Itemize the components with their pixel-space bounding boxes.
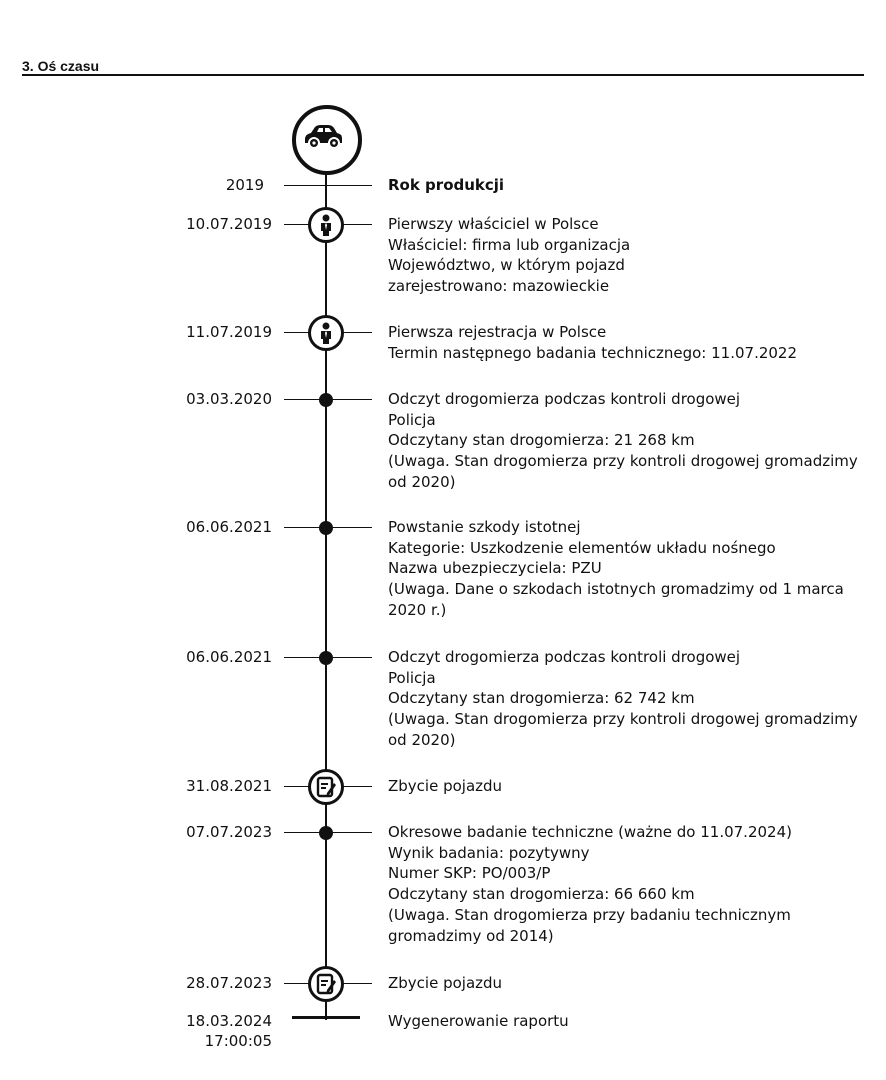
- entry-description: [388, 973, 502, 994]
- entry-description: [388, 214, 630, 297]
- entry-description: [388, 822, 792, 946]
- entry-description: [388, 1011, 569, 1032]
- entry-line: 2020 r.): [388, 600, 447, 619]
- entry-line: Policja: [388, 668, 436, 687]
- entry-line: Województwo, w którym pojazd: [388, 256, 625, 275]
- person-icon: [308, 315, 344, 351]
- entry-date: 06.06.2021: [186, 648, 272, 666]
- entry-date: 31.08.2021: [186, 777, 272, 795]
- document-edit-icon: [308, 966, 344, 1002]
- timeline-dot: [319, 393, 333, 407]
- entry-time: 17:00:05: [204, 1032, 272, 1050]
- entry-date: 18.03.2024: [186, 1012, 272, 1030]
- timeline-end-bar: [292, 1016, 360, 1019]
- entry-line: Odczyt drogomierza podczas kontroli drogowej: [388, 390, 741, 408]
- entry-line: (Uwaga. Stan drogomierza przy badaniu technicznym: [388, 905, 791, 924]
- entry-line: Odczytany stan drogomierza: 66 660 km: [388, 885, 695, 904]
- timeline-line: [325, 160, 327, 1020]
- entry-line: Pierwszy właściciel w Polsce: [388, 215, 599, 233]
- entry-line: Numer SKP: PO/003/P: [388, 864, 551, 883]
- document-edit-icon: [308, 769, 344, 805]
- entry-line: Właściciel: firma lub organizacja: [388, 235, 631, 254]
- entry-date: 11.07.2019: [186, 323, 272, 341]
- entry-line: gromadzimy od 2014): [388, 926, 554, 945]
- entry-line: Nazwa ubezpieczyciela: PZU: [388, 559, 602, 578]
- entry-line: Odczyt drogomierza podczas kontroli drogowej: [388, 648, 741, 666]
- timeline-dot: [319, 521, 333, 535]
- timeline-dot: [319, 826, 333, 840]
- entry-line: Kategorie: Uszkodzenie elementów układu nośnego: [388, 538, 776, 557]
- entry-connector: [284, 185, 372, 186]
- entry-line: Wygenerowanie raportu: [388, 1012, 569, 1030]
- entry-line: Policja: [388, 410, 436, 429]
- entry-date: 2019: [225, 176, 264, 194]
- entry-line: Odczytany stan drogomierza: 21 268 km: [388, 431, 695, 450]
- car-icon: [292, 105, 362, 175]
- entry-date: 10.07.2019: [186, 215, 272, 233]
- entry-description: [388, 647, 858, 751]
- entry-line: od 2020): [388, 472, 456, 491]
- entry-description: [388, 389, 858, 493]
- section-divider: [22, 74, 864, 76]
- entry-line: Rok produkcji: [388, 176, 505, 194]
- entry-description: [388, 175, 504, 196]
- entry-line: Termin następnego badania technicznego: 11.07.2022: [388, 343, 798, 362]
- entry-description: [388, 776, 502, 797]
- entry-line: Powstanie szkody istotnej: [388, 518, 581, 536]
- entry-date: 07.07.2023: [186, 823, 272, 841]
- entry-line: Zbycie pojazdu: [388, 974, 503, 992]
- entry-line: Zbycie pojazdu: [388, 777, 503, 795]
- entry-description: [388, 322, 797, 363]
- entry-date: 03.03.2020: [186, 390, 272, 408]
- entry-line: Wynik badania: pozytywny: [388, 843, 590, 862]
- entry-date-block: [186, 1011, 272, 1051]
- entry-line: od 2020): [388, 730, 456, 749]
- entry-line: (Uwaga. Stan drogomierza przy kontroli drogowej gromadzimy: [388, 710, 858, 729]
- person-icon: [308, 207, 344, 243]
- entry-line: (Uwaga. Stan drogomierza przy kontroli drogowej gromadzimy: [388, 452, 858, 471]
- section-title: 3. Oś czasu: [22, 58, 100, 74]
- entry-line: (Uwaga. Dane o szkodach istotnych gromadzimy od 1 marca: [388, 580, 844, 599]
- entry-date: 06.06.2021: [186, 518, 272, 536]
- timeline-dot: [319, 651, 333, 665]
- entry-line: Pierwsza rejestracja w Polsce: [388, 323, 607, 341]
- entry-description: [388, 517, 844, 621]
- entry-line: Odczytany stan drogomierza: 62 742 km: [388, 689, 695, 708]
- entry-line: Okresowe badanie techniczne (ważne do 11.07.2024): [388, 823, 792, 841]
- entry-line: zarejestrowano: mazowieckie: [388, 277, 610, 296]
- entry-date: 28.07.2023: [186, 974, 272, 992]
